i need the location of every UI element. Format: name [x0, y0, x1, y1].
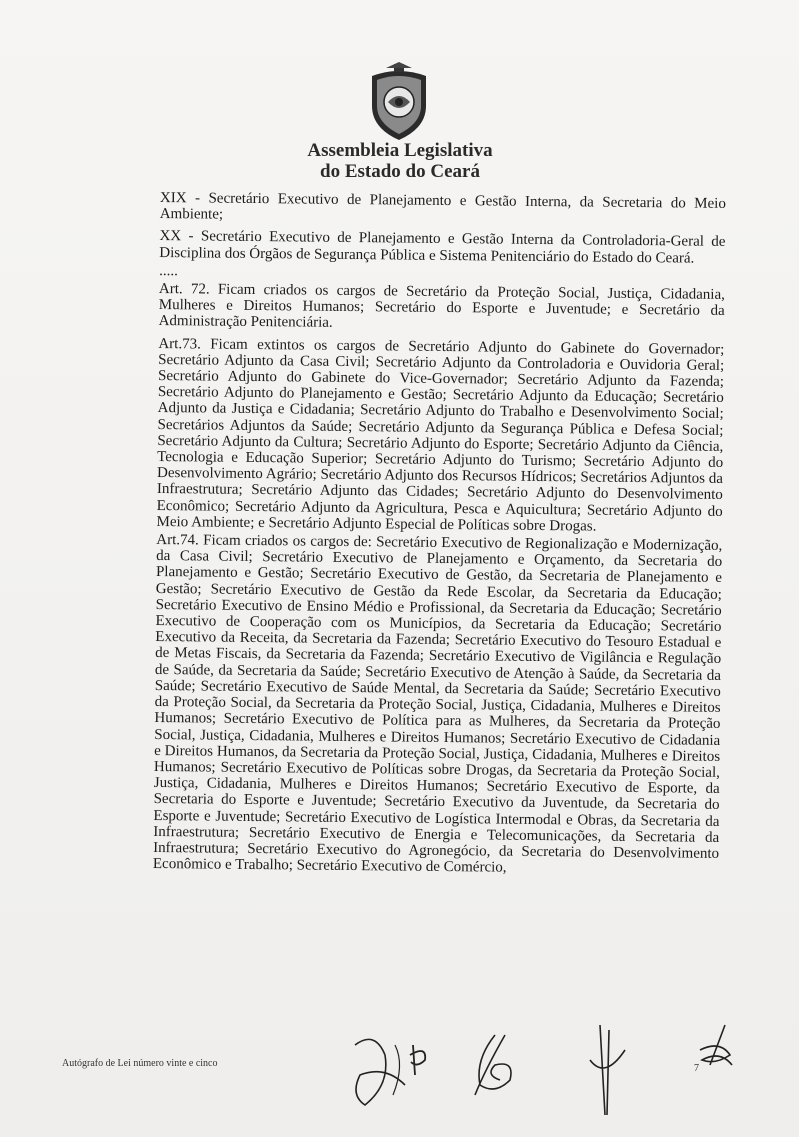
signature-initial-2: [405, 1040, 435, 1080]
state-coat-of-arms-icon: [366, 62, 432, 142]
signature-initial-4: [575, 1020, 635, 1120]
autograph-footer-note: Autógrafo de Lei número vinte e cinco: [62, 1058, 218, 1069]
omission-ellipsis: .....: [159, 262, 178, 280]
institution-line1: Assembleia Legislativa: [307, 140, 493, 161]
article-72: Art. 72. Ficam criados os cargos de Secretário da Proteção Social, Justiça, Cidadania, Mulheres e Direitos Humanos; Secretário do Esporte e Juventude; e Secretário da Administração Penitenciária.: [158, 281, 726, 332]
institution-name: [250, 140, 550, 182]
article-73: Art.73. Ficam extintos os cargos de Secretário Adjunto do Gabinete do Governador; Secretário Adjunto da Casa Civil; Secretário Adjunto da Controladoria e Ouvidoria Geral; Secretário Adjunto do Gabinete do Vice-Governador; Secretário Adjunto da Fazenda; Secretário Adjunto do Planejamento e Gestão; Secretário Adjunto da Educação; Secretário Adjunto da Justiça e Cidadania; Secretário Adjunto do Trabalho e Desenvolvimento Social; Secretários Adjuntos da Saúde; Secretário Adjunto da Segurança Pública e Defesa Social; Secretário Adjunto da Cultura; Secretário Adjunto do Esporte; Secretário Adjunto da Ciência, Tecnologia e Educação Superior; Secretário Adjunto do Turismo; Secretário Adjunto do Desenvolvimento Agrário; Secretário Adjunto dos Recursos Hídricos; Secretários Adjuntos da Infraestrutura; Secretário Adjunto das Cidades; Secretário Adjunto do Desenvolvimento Econômico; Secretário Adjunto da Agricultura, Pesca e Aquicultura; Secretário Adjunto do Meio Ambiente; e Secretário Adjunto Especial de Políticas sobre Drogas.: [156, 335, 725, 535]
item-xix: XIX - Secretário Executivo de Planejamento e Gestão Interna, da Secretaria do Meio Ambiente;: [159, 190, 726, 223]
signature-initial-3: [465, 1030, 525, 1100]
law-body: [153, 190, 726, 884]
page-number: 7: [694, 1063, 699, 1074]
item-xx: XX - Secretário Executivo de Planejamento e Gestão Interna da Controladoria-Geral de Disciplina dos Órgãos de Segurança Pública e Sistema Penitenciário do Estado do Ceará.: [159, 228, 726, 267]
institution-line2: do Estado do Ceará: [320, 161, 480, 182]
article-74: Art.74. Ficam criados os cargos de: Secretário Executivo de Regionalização e Modernização, da Casa Civil; Secretário Executivo de Planejamento e Orçamento, da Secretaria do Planejamento e Gestão; Secretário Executivo de Gestão, da Secretaria de Planejamento e Gestão; Secretário Executivo de Gestão da Rede Escolar, da Secretaria da Educação; Secretário Executivo de Ensino Médio e Profissional, da Secretaria da Educação; Secretário Executivo de Cooperação com os Municípios, da Secretaria da Educação; Secretário Executivo da Receita, da Secretaria da Fazenda; Secretário Executivo do Tesouro Estadual e de Metas Fiscais, da Secretaria da Fazenda; Secretário Executivo de Vigilância e Regulação de Saúde, da Secretaria da Saúde; Secretário Executivo de Atenção à Saúde, da Secretaria da Saúde; Secretário Executivo de Saúde Mental, da Secretaria da Saúde; Secretário Executivo da Proteção Social, da Secretaria da Proteção Social, Justiça, Cidadania, Mulheres e Direitos Humanos; Secretário Executivo de Política para as Mulheres, da Secretaria da Proteção Social, Justiça, Cidadania, Mulheres e Direitos Humanos; Secretário Executivo de Cidadania e Direitos Humanos, da Secretaria da Proteção Social, Justiça, Cidadania, Mulheres e Direitos Humanos; Secretário Executivo de Políticas sobre Drogas, da Secretaria da Proteção Social, Justiça, Cidadania, Mulheres e Direitos Humanos; Secretário Executivo de Esporte, da Secretaria do Esporte e Juventude; Secretário Executivo da Juventude, da Secretaria do Esporte e Juventude; Secretário Executivo de Logística Intermodal e Obras, da Secretaria da Infraestrutura; Secretário Executivo de Energia e Telecomunicações, da Secretaria da Infraestrutura; Secretário Executivo do Agronegócio, da Secretaria do Desenvolvimento Econômico e Trabalho; Secretário Executivo de Comércio,: [152, 532, 723, 876]
